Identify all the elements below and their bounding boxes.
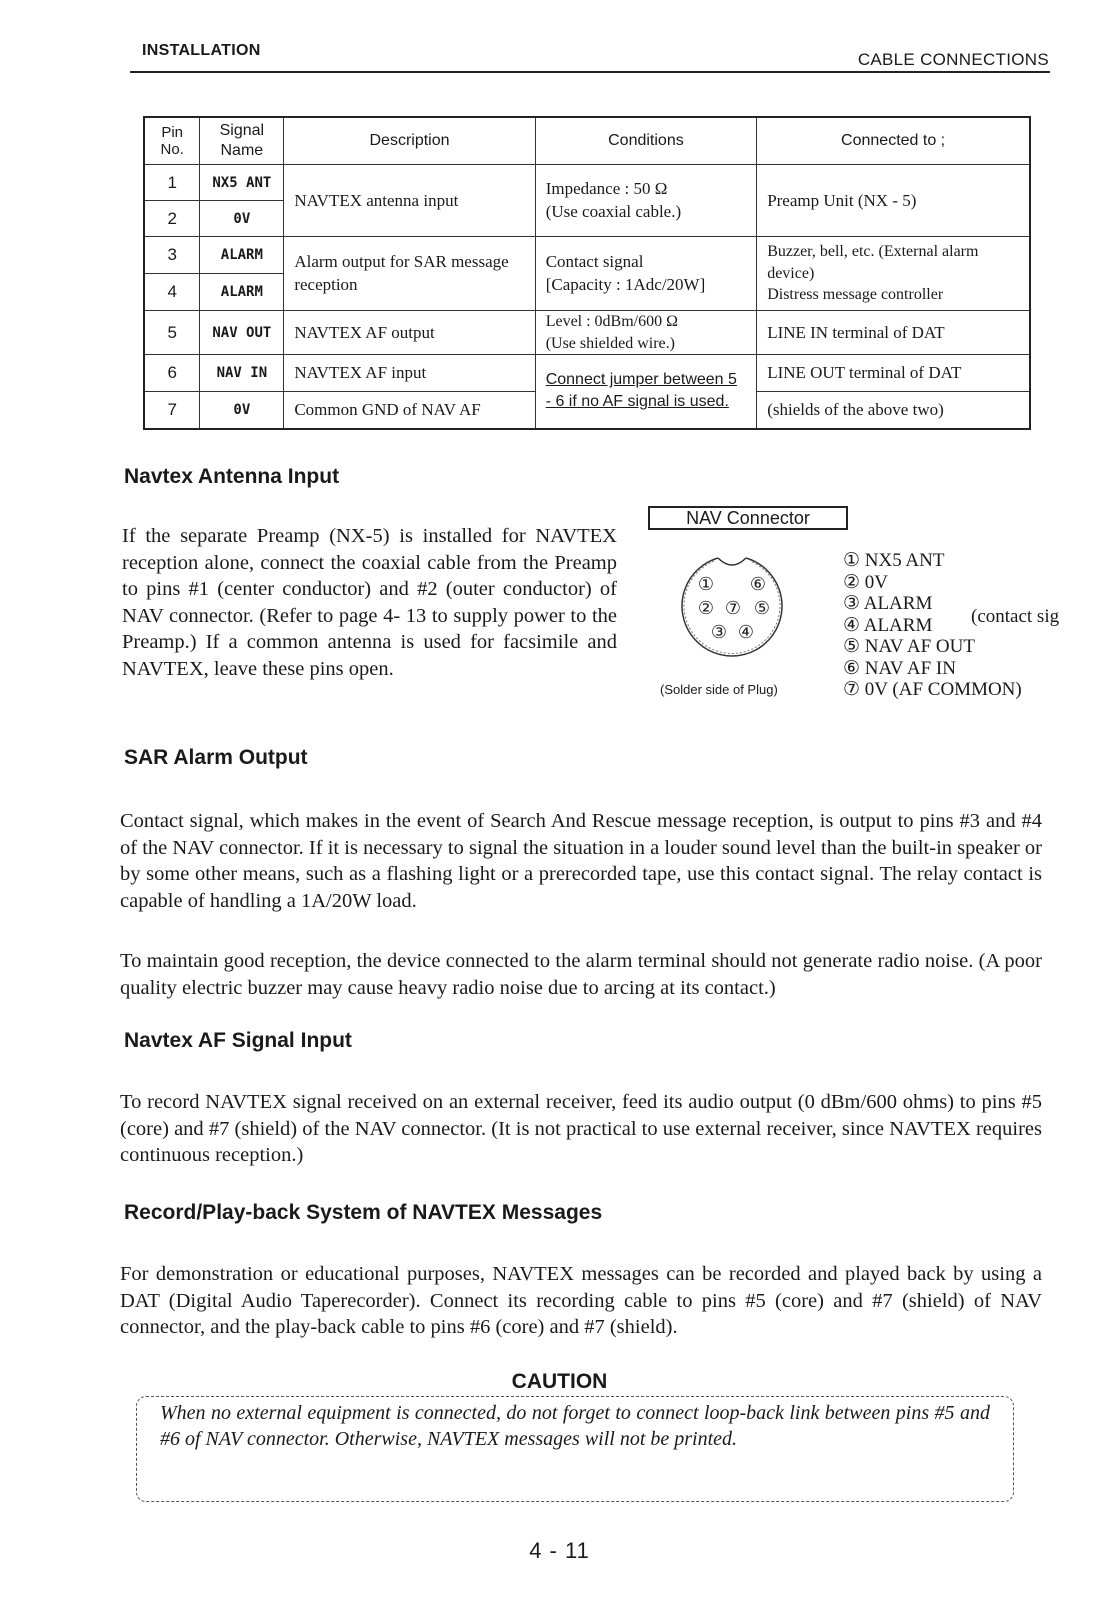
pin-number: 7 xyxy=(144,392,200,429)
sar-body-text-2: To maintain good reception, the device connected to the alarm terminal should not generate radio noise. (A poor quality electric buzzer may cause heavy radio noise due to arcing at its contact.) xyxy=(120,950,1042,999)
connector-pin-2: ② xyxy=(697,598,715,619)
pin-number: 6 xyxy=(144,355,200,392)
connector-pin-6: ⑥ xyxy=(749,574,767,595)
nav-connector-diagram xyxy=(672,548,792,672)
pin-number: 2 xyxy=(144,201,200,237)
pin-table xyxy=(143,116,1031,430)
conditions-line: Level : 0dBm/600 Ω xyxy=(545,313,679,330)
alarm-contact-note: (contact sig xyxy=(971,606,1060,627)
table-row xyxy=(144,237,1030,274)
af-section-body xyxy=(120,1089,1042,1169)
page-number: 4 - 11 xyxy=(529,1538,590,1563)
conditions-line: Impedance : 50 Ω xyxy=(545,178,668,198)
record-body-text: For demonstration or educational purposes, NAVTEX messages can be recorded and played back by using a DAT (Digital Audio Taperecorder). Connect its recording cable to pins #5 (core) and #7 (shield) of NAV connector, and the play-back cable to pins #6 (core) and #7 (shield). xyxy=(120,1263,1042,1338)
header-description: Description xyxy=(284,117,535,165)
connector-pin-1: ① xyxy=(697,574,715,595)
signal-name: NAV OUT xyxy=(200,311,284,355)
connected-cell xyxy=(757,237,1030,311)
connector-pin-7: ⑦ xyxy=(724,598,742,619)
header-chapter-title: CABLE CONNECTIONS xyxy=(857,50,1049,69)
signal-name: NAV IN xyxy=(200,355,284,392)
sar-body-text-1: Contact signal, which makes in the event of Search And Rescue message reception, is output to pins #3 and #4 of the NAV connector. If it is necessary to signal the situation in a louder sound level than the built-in speaker or by some other means, such as a flashing light or a prerecorded tape, use this contact signal. The relay contact is capable of handling a 1A/20W load. xyxy=(120,810,1042,912)
table-row xyxy=(144,165,1030,201)
connected-cell: (shields of the above two) xyxy=(757,392,1030,429)
connected-line: Buzzer, bell, etc. (External alarm device) xyxy=(767,243,979,282)
connected-cell: LINE OUT terminal of DAT xyxy=(757,355,1030,392)
conditions-line: [Capacity : 1Adc/20W] xyxy=(545,274,706,294)
caution-title: CAUTION xyxy=(511,1370,608,1393)
sar-section-note xyxy=(120,948,1042,1001)
conditions-cell xyxy=(535,165,757,237)
record-section-title: Record/Play-back System of NAVTEX Messages xyxy=(124,1201,603,1224)
pin-list-item: ⑦ 0V (AF COMMON) xyxy=(843,679,1022,700)
description-cell: Alarm output for SAR message reception xyxy=(284,237,535,311)
connector-pin-5: ⑤ xyxy=(753,598,771,619)
caution-text: When no external equipment is connected, do not forget to connect loop-back link between pins #5 and #6 of NAV connector. Otherwise, NAVTEX messages will not be printed. xyxy=(160,1402,990,1450)
pin-list-item: ① NX5 ANT xyxy=(843,550,945,571)
conditions-cell xyxy=(535,311,757,355)
record-section-body xyxy=(120,1261,1042,1341)
header-signal-name: Signal Name xyxy=(200,117,284,165)
pin-list-item: ⑤ NAV AF OUT xyxy=(843,636,975,657)
signal-name: 0V xyxy=(200,201,284,237)
pin-number: 4 xyxy=(144,274,200,311)
conditions-line: (Use coaxial cable.) xyxy=(545,201,682,221)
connector-pin-3: ③ xyxy=(710,622,728,643)
antenna-section-body xyxy=(122,523,617,682)
jumper-note: Connect jumper between 5 - 6 if no AF signal is used. xyxy=(535,355,757,429)
description-cell: NAVTEX antenna input xyxy=(284,165,535,237)
antenna-section-title: Navtex Antenna Input xyxy=(124,465,340,488)
header-pin-no: Pin No. xyxy=(144,117,200,165)
af-section-title: Navtex AF Signal Input xyxy=(124,1029,352,1052)
table-row xyxy=(144,355,1030,392)
pin-list-item: ④ ALARM xyxy=(843,614,933,636)
connected-line: Distress message controller xyxy=(767,286,944,304)
header-connected-to: Connected to ; xyxy=(757,117,1030,165)
sar-section-body xyxy=(120,808,1042,914)
pin-list-item: ② 0V xyxy=(843,571,889,593)
conditions-line: Contact signal xyxy=(545,251,644,271)
table-header-row xyxy=(144,117,1030,165)
header-conditions: Conditions xyxy=(535,117,757,165)
pin-list-item: ③ ALARM xyxy=(843,593,933,614)
signal-name: ALARM xyxy=(200,237,284,274)
conditions-cell xyxy=(535,237,757,311)
conditions-line: (Use shielded wire.) xyxy=(545,334,675,352)
signal-name: 0V xyxy=(200,392,284,429)
pin-number: 1 xyxy=(144,165,200,201)
connected-cell: LINE IN terminal of DAT xyxy=(757,311,1030,355)
antenna-body-text: If the separate Preamp (NX-5) is installed for NAVTEX reception alone, connect the coaxial cable from the Preamp to pins #1 (center conductor) and #2 (outer conductor) of NAV connector. (Refer to page 4- 13 to supply power to the Preamp.) If a common antenna is used for facsimile and NAVTEX, leave these pins open. xyxy=(122,525,617,680)
description-cell: NAVTEX AF output xyxy=(284,311,535,355)
connector-pin-4: ④ xyxy=(737,622,755,643)
connector-key-notch xyxy=(718,558,746,565)
table-row xyxy=(144,311,1030,355)
af-body-text: To record NAVTEX signal received on an external receiver, feed its audio output (0 dBm/600 ohms) to pins #5 (core) and #7 (shield) of the NAV connector. (It is not practical to use external receiver, since NAVTEX requires continuous reception.) xyxy=(120,1091,1042,1166)
pin-number: 3 xyxy=(144,237,200,274)
description-cell: Common GND of NAV AF xyxy=(284,392,535,429)
header-rule xyxy=(130,71,1050,73)
connector-caption: (Solder side of Plug) xyxy=(660,682,778,697)
signal-name: NX5 ANT xyxy=(200,165,284,201)
pin-list-item: ⑥ NAV AF IN xyxy=(843,657,956,679)
nav-connector-title: NAV Connector xyxy=(648,506,848,530)
connected-cell: Preamp Unit (NX - 5) xyxy=(757,165,1030,237)
sar-section-title: SAR Alarm Output xyxy=(124,746,308,769)
description-cell: NAVTEX AF input xyxy=(284,355,535,392)
signal-name: ALARM xyxy=(200,274,284,311)
header-section-title: INSTALLATION xyxy=(142,42,261,59)
pin-number: 5 xyxy=(144,311,200,355)
